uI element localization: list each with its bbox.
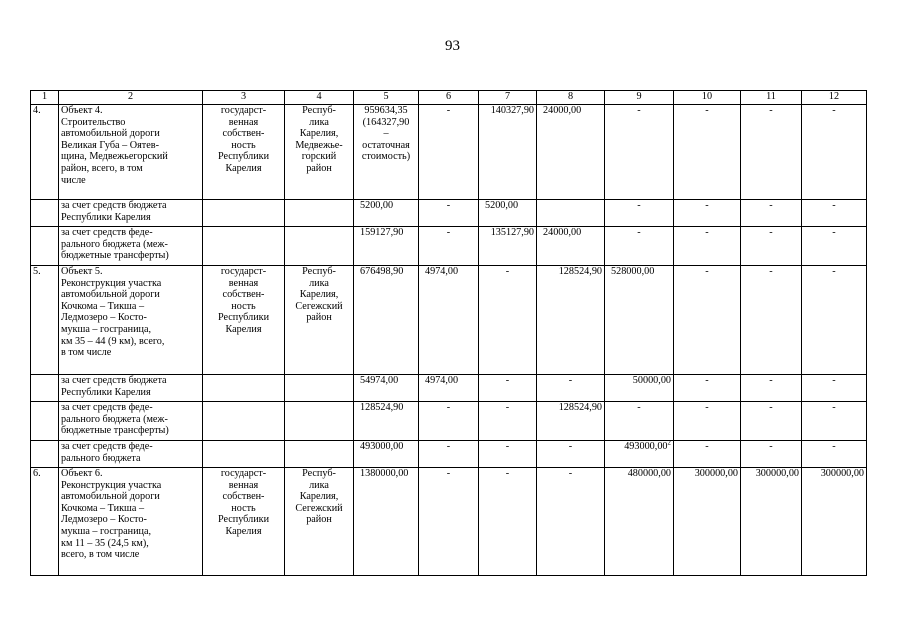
object-name: Объект 5. Реконструкция участка автомобильной дороги Кочкома – Тикша – Ледмозеро – Косто- мукша – госграница, км 35 – 44 (9 км), всего, в том числе bbox=[59, 266, 203, 375]
cell-col8: 128524,90 bbox=[537, 402, 605, 441]
row-number bbox=[31, 375, 59, 402]
row-number bbox=[31, 200, 59, 227]
cell-col11: - bbox=[741, 375, 802, 402]
ownership: государст- венная собствен- ность Республики Карелия bbox=[203, 266, 285, 375]
location bbox=[285, 200, 354, 227]
cell-col9: 480000,00 bbox=[605, 468, 674, 576]
cell-col7: - bbox=[479, 375, 537, 402]
ownership: государст- венная собствен- ность Республики Карелия bbox=[203, 468, 285, 576]
cell-col8 bbox=[537, 200, 605, 227]
row-number bbox=[31, 441, 59, 468]
row-number: 5. bbox=[31, 266, 59, 375]
cell-col10: - bbox=[674, 227, 741, 266]
object-name: Объект 6. Реконструкция участка автомобильной дороги Кочкома – Тикша – Ледмозеро – Косто- мукша – госграница, км 11 – 35 (24,5 км), всего, в том числе bbox=[59, 468, 203, 576]
header-cell: 12 bbox=[802, 91, 867, 105]
cell-col10: - bbox=[674, 200, 741, 227]
header-cell: 3 bbox=[203, 91, 285, 105]
cell-col6: 4974,00 bbox=[419, 266, 479, 375]
cell-col11: - bbox=[741, 227, 802, 266]
cell-col8: - bbox=[537, 441, 605, 468]
cell-col6: - bbox=[419, 227, 479, 266]
cell-col10: 300000,00 bbox=[674, 468, 741, 576]
ownership bbox=[203, 200, 285, 227]
cell-col12: - bbox=[802, 200, 867, 227]
object-name: за счет средств феде- рального бюджета (меж- бюджетные трансферты) bbox=[59, 402, 203, 441]
cell-col5: 159127,90 bbox=[354, 227, 419, 266]
cell-col9 bbox=[605, 441, 674, 468]
location bbox=[285, 227, 354, 266]
cell-col7: 135127,90 bbox=[479, 227, 537, 266]
cell-col11: - bbox=[741, 402, 802, 441]
cell-col8: 24000,00 bbox=[537, 105, 605, 200]
cell-col12: - bbox=[802, 375, 867, 402]
header-cell: 2 bbox=[59, 91, 203, 105]
ownership bbox=[203, 227, 285, 266]
table-row bbox=[31, 266, 867, 375]
object-name: за счет средств бюджета Республики Карелия bbox=[59, 200, 203, 227]
ownership bbox=[203, 441, 285, 468]
header-cell: 7 bbox=[479, 91, 537, 105]
cell-col8: 128524,90 bbox=[537, 266, 605, 375]
cell-col8: 24000,00 bbox=[537, 227, 605, 266]
row-number: 6. bbox=[31, 468, 59, 576]
cell-col9: - bbox=[605, 105, 674, 200]
table-row bbox=[31, 227, 867, 266]
table-row bbox=[31, 375, 867, 402]
header-cell: 5 bbox=[354, 91, 419, 105]
cell-col9: - bbox=[605, 402, 674, 441]
cell-col12: - bbox=[802, 227, 867, 266]
cell-col5: 676498,90 bbox=[354, 266, 419, 375]
cell-col9: - bbox=[605, 227, 674, 266]
cell-col7: - bbox=[479, 266, 537, 375]
cell-col11: - bbox=[741, 441, 802, 468]
cell-col6: - bbox=[419, 468, 479, 576]
cell-col6: - bbox=[419, 200, 479, 227]
cell-col12: - bbox=[802, 266, 867, 375]
header-cell: 11 bbox=[741, 91, 802, 105]
cell-col10: - bbox=[674, 402, 741, 441]
cell-col7: 140327,90 bbox=[479, 105, 537, 200]
header-cell: 4 bbox=[285, 91, 354, 105]
location: Респуб- лика Карелия, Сегежский район bbox=[285, 468, 354, 576]
cell-col12: - bbox=[802, 402, 867, 441]
cell-col7: - bbox=[479, 441, 537, 468]
cell-col10: - bbox=[674, 375, 741, 402]
header-row bbox=[31, 91, 867, 105]
cell-col6: - bbox=[419, 105, 479, 200]
header-cell: 6 bbox=[419, 91, 479, 105]
cell-col11: - bbox=[741, 266, 802, 375]
cell-col7: - bbox=[479, 468, 537, 576]
ownership bbox=[203, 402, 285, 441]
cell-col6: - bbox=[419, 402, 479, 441]
table-row bbox=[31, 200, 867, 227]
cell-col12: 300000,00 bbox=[802, 468, 867, 576]
location: Респуб- лика Карелия, Медвежье- горский район bbox=[285, 105, 354, 200]
table-row bbox=[31, 441, 867, 468]
cell-col7: - bbox=[479, 402, 537, 441]
cell-col9: - bbox=[605, 200, 674, 227]
cell-col5: 959634,35 (164327,90 – остаточная стоимость) bbox=[354, 105, 419, 200]
cell-col10: - bbox=[674, 105, 741, 200]
investment-objects-table bbox=[30, 90, 867, 576]
cell-col12: - bbox=[802, 441, 867, 468]
cell-col11: 300000,00 bbox=[741, 468, 802, 576]
cell-col11: - bbox=[741, 200, 802, 227]
header-cell: 1 bbox=[31, 91, 59, 105]
table-row bbox=[31, 402, 867, 441]
cell-col6: 4974,00 bbox=[419, 375, 479, 402]
ownership bbox=[203, 375, 285, 402]
cell-col5: 1380000,00 bbox=[354, 468, 419, 576]
cell-col5: 128524,90 bbox=[354, 402, 419, 441]
cell-col8: - bbox=[537, 468, 605, 576]
footnote-marker: 2 bbox=[667, 440, 671, 447]
cell-col9-value: 493000,00 bbox=[624, 441, 668, 452]
location: Респуб- лика Карелия, Сегежский район bbox=[285, 266, 354, 375]
header-cell: 9 bbox=[605, 91, 674, 105]
cell-col5: 5200,00 bbox=[354, 200, 419, 227]
location bbox=[285, 402, 354, 441]
object-name: за счет средств бюджета Республики Карелия bbox=[59, 375, 203, 402]
cell-col11: - bbox=[741, 105, 802, 200]
cell-col7: 5200,00 bbox=[479, 200, 537, 227]
page-number: 93 bbox=[445, 38, 460, 54]
cell-col8: - bbox=[537, 375, 605, 402]
table-row bbox=[31, 468, 867, 576]
location bbox=[285, 441, 354, 468]
cell-col10: - bbox=[674, 441, 741, 468]
cell-col9: 50000,00 bbox=[605, 375, 674, 402]
cell-col12: - bbox=[802, 105, 867, 200]
ownership: государст- венная собствен- ность Республики Карелия bbox=[203, 105, 285, 200]
location bbox=[285, 375, 354, 402]
header-cell: 10 bbox=[674, 91, 741, 105]
table-row bbox=[31, 105, 867, 200]
cell-col6: - bbox=[419, 441, 479, 468]
row-number bbox=[31, 402, 59, 441]
cell-col10: - bbox=[674, 266, 741, 375]
row-number: 4. bbox=[31, 105, 59, 200]
row-number bbox=[31, 227, 59, 266]
cell-col5: 493000,00 bbox=[354, 441, 419, 468]
header-cell: 8 bbox=[537, 91, 605, 105]
object-name: за счет средств феде- рального бюджета (меж- бюджетные трансферты) bbox=[59, 227, 203, 266]
object-name: за счет средств феде- рального бюджета bbox=[59, 441, 203, 468]
object-name: Объект 4. Строительство автомобильной дороги Великая Губа – Оятев- щина, Медвежьегорский район, всего, в том числе bbox=[59, 105, 203, 200]
cell-col9: 528000,00 bbox=[605, 266, 674, 375]
cell-col5: 54974,00 bbox=[354, 375, 419, 402]
